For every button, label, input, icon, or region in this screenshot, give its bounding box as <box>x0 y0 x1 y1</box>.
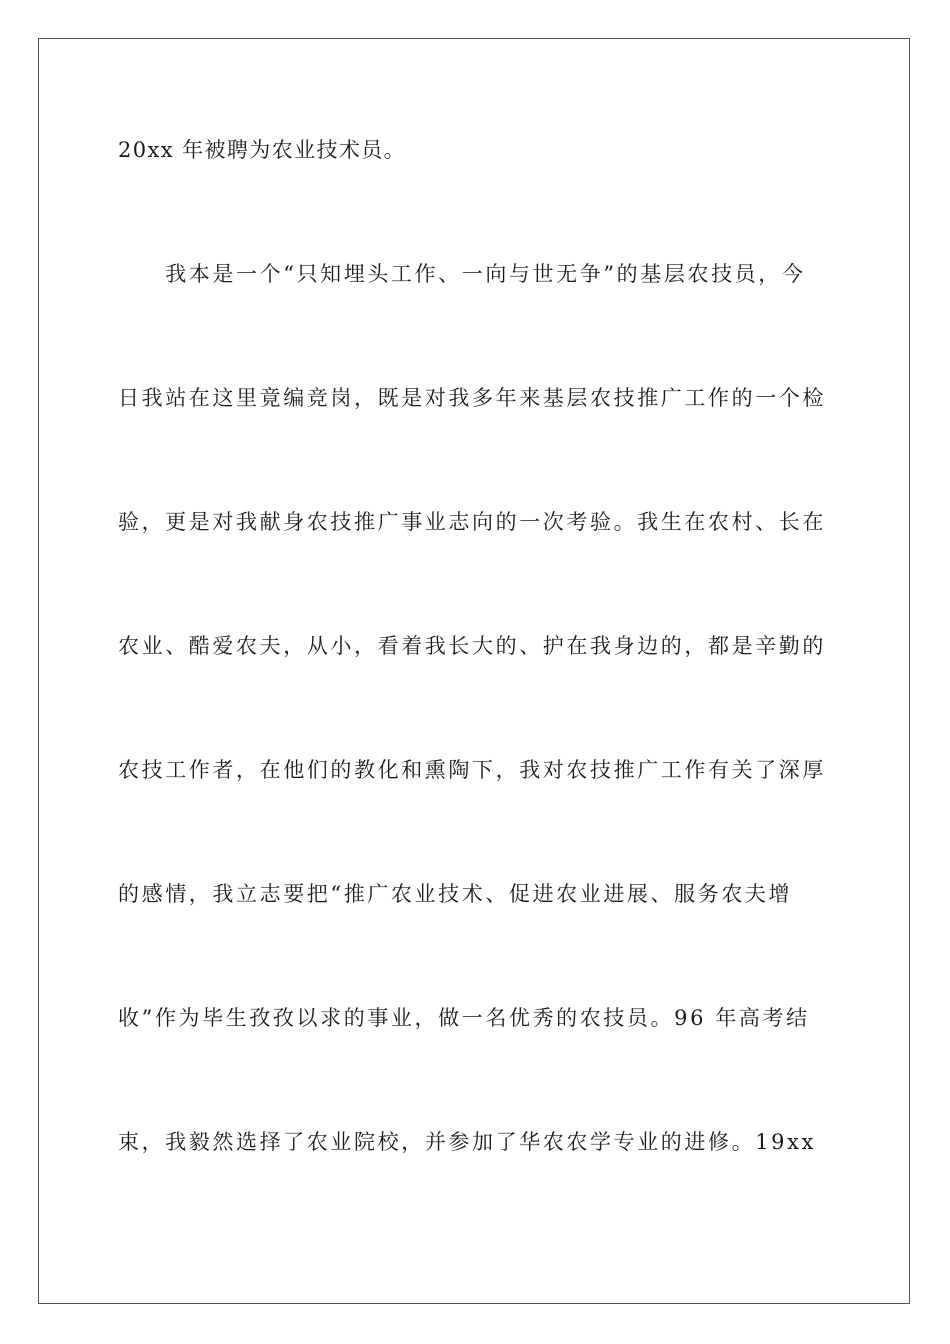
text-line-2: 我本是一个“只知埋头工作、一向与世无争”的基层农技员，今 <box>118 262 806 286</box>
text-line-6: 农技工作者，在他们的教化和熏陶下，我对农技推广工作有关了深厚 <box>118 758 826 782</box>
page-border <box>38 38 910 1304</box>
text-line-8: 收”作为毕生孜孜以求的事业，做一名优秀的农技员。96 年高考结 <box>118 1006 810 1030</box>
text-line-4: 验，更是对我献身农技推广事业志向的一次考验。我生在农村、长在 <box>118 510 826 534</box>
text-line-9: 束，我毅然选择了农业院校，并参加了华农农学专业的进修。19xx <box>118 1130 817 1154</box>
text-line-5: 农业、酷爱农夫，从小，看着我长大的、护在我身边的，都是辛勤的 <box>118 634 826 658</box>
text-line-3: 日我站在这里竟编竞岗，既是对我多年来基层农技推广工作的一个检 <box>118 386 826 410</box>
text-line-1: 20xx 年被聘为农业技术员。 <box>118 138 407 162</box>
text-line-7: 的感情，我立志要把“推广农业技术、促进农业进展、服务农夫增 <box>118 882 793 906</box>
